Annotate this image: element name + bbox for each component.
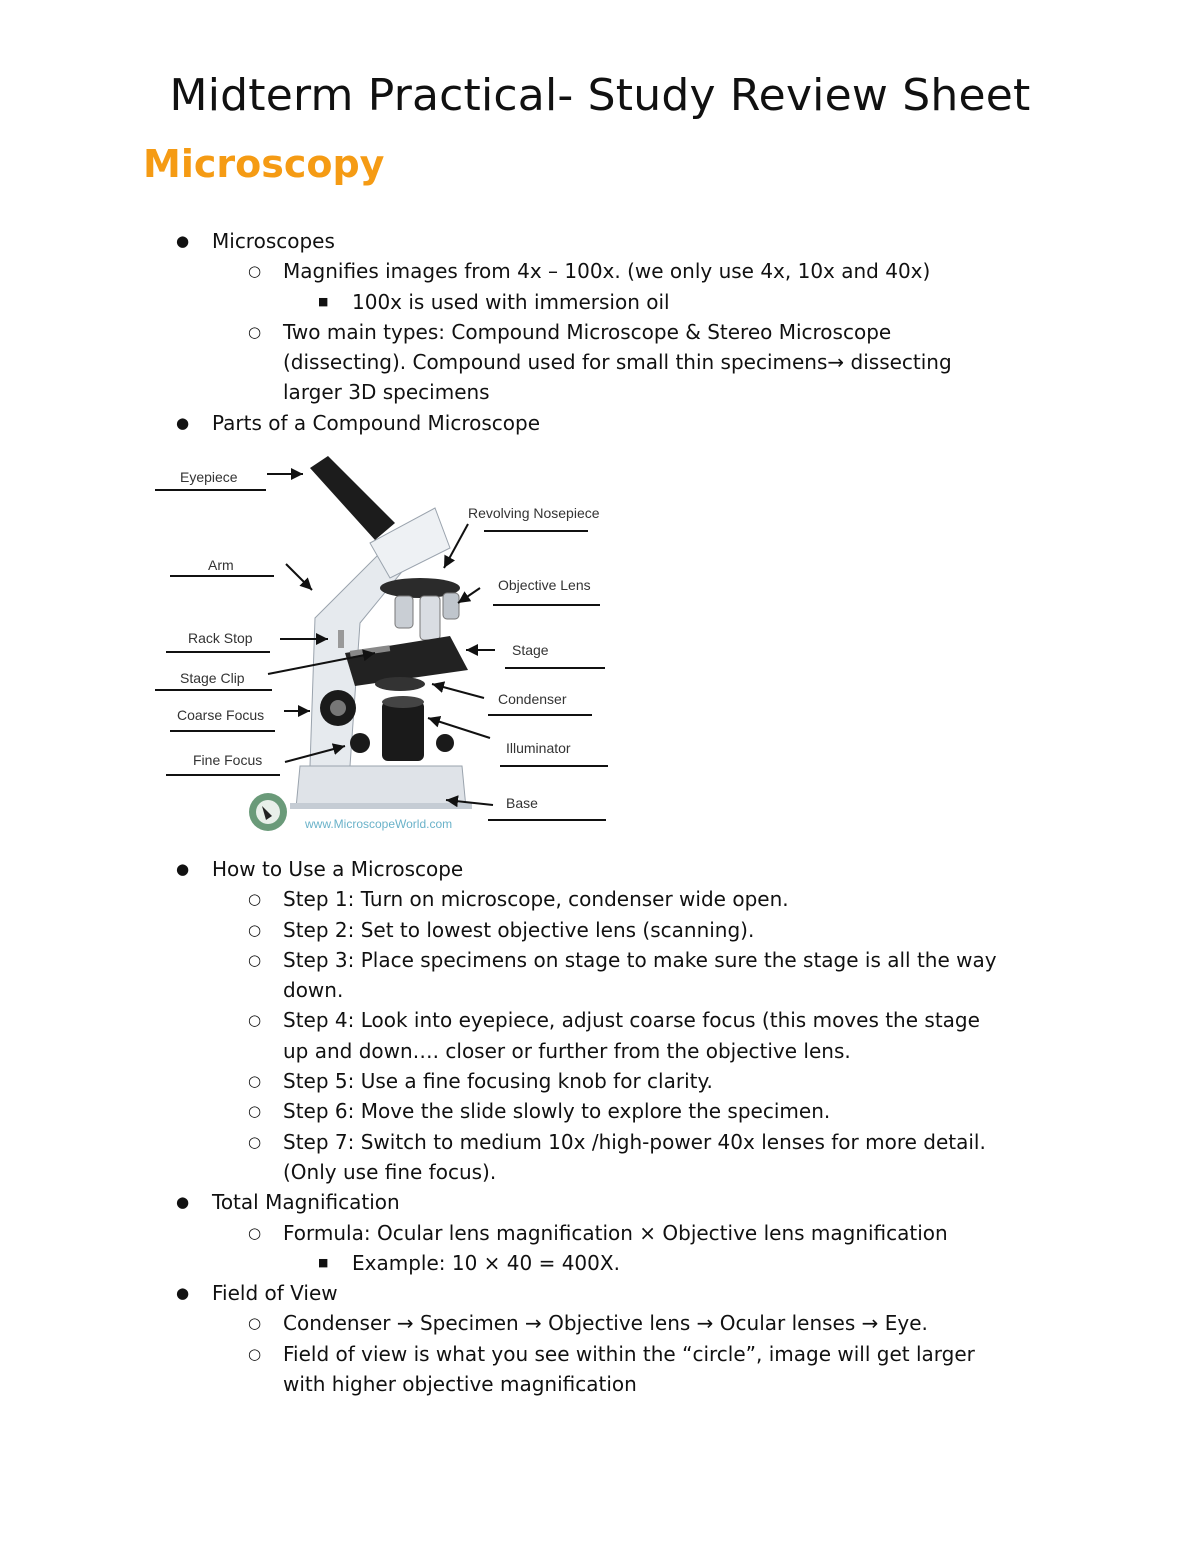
- bullet-circle-icon: ○: [248, 950, 262, 969]
- bullet-circle-icon: ○: [248, 1072, 262, 1091]
- list-item: ○ Step 5: Use a fine focusing knob for clarity.: [0, 1066, 1200, 1096]
- label-stage: Stage: [512, 642, 549, 658]
- bullet-disc-icon: ●: [176, 1193, 190, 1212]
- eyepiece-tube: [310, 456, 395, 540]
- label-base: Base: [506, 795, 538, 811]
- bullet-circle-icon: ○: [248, 262, 262, 281]
- section-heading: Microscopy: [143, 142, 385, 186]
- list-item: ● How to Use a Microscope: [0, 854, 1200, 884]
- label-rack-stop: Rack Stop: [188, 630, 253, 646]
- list-item: ○ Field of view is what you see within the “circle”, image will get larger: [0, 1339, 1200, 1369]
- bullet-disc-icon: ●: [176, 232, 190, 250]
- microscope-base: [296, 766, 466, 808]
- fine-focus-knob: [350, 733, 370, 753]
- bullet-square-icon: ■: [318, 294, 329, 308]
- label-illuminator: Illuminator: [506, 740, 571, 756]
- label-objective-lens: Objective Lens: [498, 577, 591, 593]
- microscope-diagram: [150, 448, 620, 838]
- bullet-square-icon: ■: [318, 1255, 329, 1269]
- list-item: ■ 100x is used with immersion oil: [0, 287, 1200, 317]
- bullet-circle-icon: ○: [248, 890, 262, 909]
- microscopes-list: [0, 226, 1200, 438]
- condenser: [375, 677, 425, 691]
- bullet-circle-icon: ○: [248, 1011, 262, 1030]
- list-item-continuation: larger 3D specimens: [283, 380, 490, 405]
- bullet-disc-icon: ●: [176, 860, 190, 878]
- list-item: ○ Step 1: Turn on microscope, condenser wide open.: [0, 884, 1200, 914]
- label-stage-clip: Stage Clip: [180, 670, 245, 686]
- label-revolving-nosepiece: Revolving Nosepiece: [468, 505, 600, 521]
- list-item: ○ Step 2: Set to lowest objective lens (scanning).: [0, 915, 1200, 945]
- list-item: ○ Magnifies images from 4x – 100x. (we only use 4x, 10x and 40x): [0, 256, 1200, 286]
- illuminator: [382, 701, 424, 761]
- label-fine-focus: Fine Focus: [193, 752, 263, 768]
- list-item: ○ Two main types: Compound Microscope & Stereo Microscope: [0, 317, 1200, 347]
- bullet-circle-icon: ○: [248, 1132, 262, 1151]
- bullet-circle-icon: ○: [248, 1102, 262, 1121]
- list-item: ○ Condenser → Specimen → Objective lens → Ocular lenses → Eye.: [0, 1308, 1200, 1338]
- label-condenser: Condenser: [498, 691, 567, 707]
- list-item: ● Field of View: [0, 1278, 1200, 1308]
- list-item: ○ Formula: Ocular lens magnification × Objective lens magnification: [0, 1218, 1200, 1248]
- list-item: ○ Step 6: Move the slide slowly to explore the specimen.: [0, 1096, 1200, 1126]
- list-item-continuation: (Only use fine focus).: [283, 1159, 497, 1184]
- list-item: ● Microscopes: [0, 226, 1200, 256]
- list-item: ○ Step 4: Look into eyepiece, adjust coarse focus (this moves the stage: [0, 1005, 1200, 1035]
- bullet-circle-icon: ○: [248, 920, 262, 939]
- label-coarse-focus: Coarse Focus: [177, 707, 265, 723]
- how-to-list: [0, 854, 1200, 1399]
- bullet-disc-icon: ●: [176, 1284, 190, 1303]
- list-item: ○ Step 7: Switch to medium 10x /high-power 40x lenses for more detail.: [0, 1127, 1200, 1157]
- label-arm: Arm: [208, 557, 234, 573]
- bullet-circle-icon: ○: [248, 1314, 262, 1333]
- list-item-continuation: up and down…. closer or further from the objective lens.: [283, 1038, 851, 1063]
- bullet-circle-icon: ○: [248, 1344, 262, 1363]
- bullet-disc-icon: ●: [176, 413, 190, 432]
- list-item: ● Parts of a Compound Microscope: [0, 408, 1200, 438]
- list-item-continuation: down.: [283, 978, 344, 1003]
- watermark: www.MicroscopeWorld.com: [305, 817, 453, 831]
- list-item: ● Total Magnification: [0, 1187, 1200, 1217]
- list-item-continuation: (dissecting). Compound used for small thin specimens→ dissecting: [283, 350, 952, 375]
- page-title: Midterm Practical- Study Review Sheet: [169, 70, 1031, 121]
- list-item: ○ Step 3: Place specimens on stage to make sure the stage is all the way: [0, 945, 1200, 975]
- bullet-circle-icon: ○: [248, 322, 262, 341]
- bullet-circle-icon: ○: [248, 1223, 262, 1242]
- list-item-continuation: with higher objective magnification: [283, 1372, 637, 1397]
- label-eyepiece: Eyepiece: [180, 469, 238, 485]
- list-item: ■ Example: 10 × 40 = 400X.: [0, 1248, 1200, 1278]
